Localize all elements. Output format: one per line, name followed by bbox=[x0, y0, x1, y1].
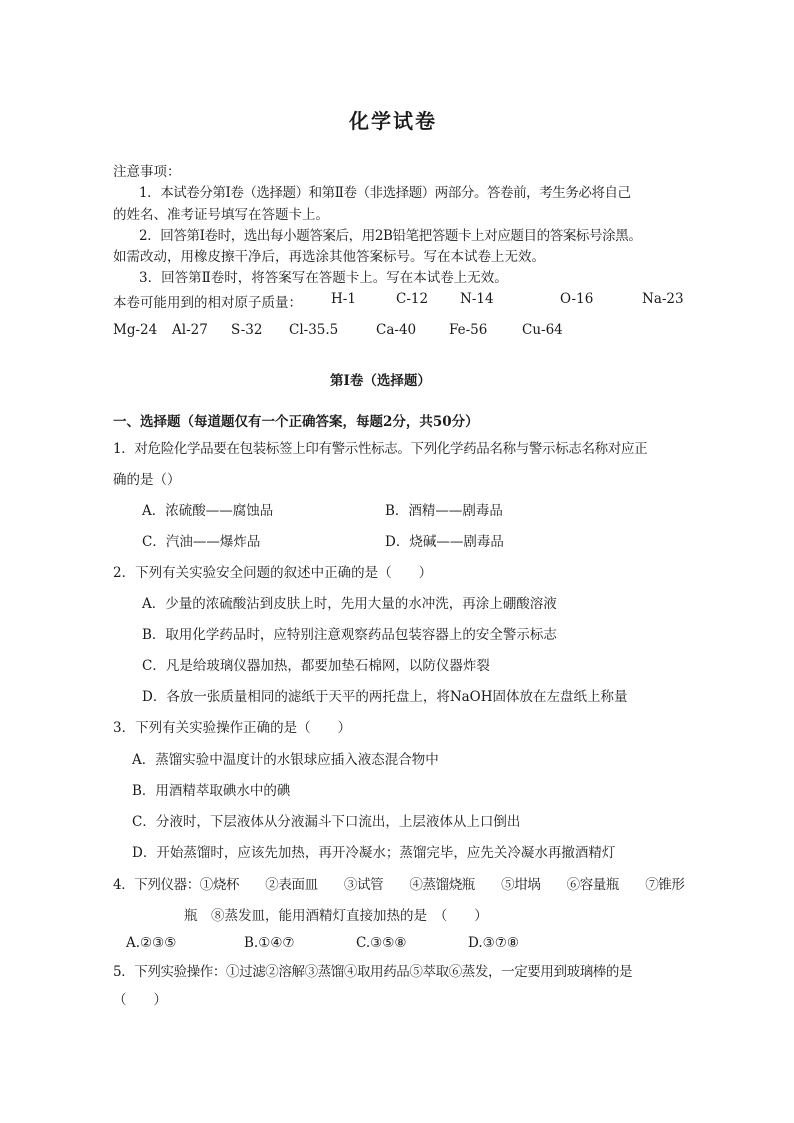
q1-option-d: D．烧碱——剧毒品 bbox=[385, 534, 504, 550]
q2-stem: 2．下列有关实验安全问题的叙述中正确的是（ ） bbox=[113, 565, 433, 581]
atomic-mass-intro: 本卷可能用到的相对原子质量： bbox=[113, 295, 302, 311]
q1-stem-line-1: 1．对危险化学品要在包装标签上印有警示性标志。下列化学药品名称与警示标志名称对应正 bbox=[113, 441, 648, 457]
q3-option-b: B．用酒精萃取碘水中的碘 bbox=[132, 783, 291, 799]
exam-title: 化学试卷 bbox=[349, 109, 437, 133]
atomic-mass-h: H-1 bbox=[331, 291, 356, 307]
atomic-mass-mg: Mg-24 bbox=[113, 322, 158, 338]
atomic-mass-n: N-14 bbox=[460, 291, 494, 307]
q3-option-d: D．开始蒸馏时，应该先加热，再开冷凝水；蒸馏完毕，应先关冷凝水再撤酒精灯 bbox=[132, 845, 616, 861]
atomic-mass-c: C-12 bbox=[396, 291, 429, 307]
q4-option-a: A.②③⑤ bbox=[126, 935, 177, 951]
q1-option-b: B．酒精——剧毒品 bbox=[385, 503, 503, 519]
q1-option-c: C．汽油——爆炸品 bbox=[142, 534, 261, 550]
q4-option-d: D.③⑦⑧ bbox=[468, 935, 519, 951]
atomic-mass-cu: Cu-64 bbox=[522, 322, 563, 338]
notice-item-3: 3．回答第Ⅱ卷时，将答案写在答题卡上。写在本试卷上无效。 bbox=[139, 270, 508, 286]
atomic-mass-al: Al-27 bbox=[172, 322, 208, 338]
q3-option-a: A．蒸馏实验中温度计的水银球应插入液态混合物中 bbox=[132, 752, 439, 768]
q2-option-a: A．少量的浓硫酸沾到皮肤上时，先用大量的水冲洗，再涂上硼酸溶液 bbox=[142, 596, 557, 612]
q5-stem-line-2: （ ） bbox=[113, 992, 167, 1008]
atomic-mass-ca: Ca-40 bbox=[376, 322, 417, 338]
q4-stem-line-2: 瓶 ⑧蒸发皿，能用酒精灯直接加热的是 （ ） bbox=[184, 908, 488, 924]
notice-item-2-line-2: 如需改动，用橡皮擦干净后，再选涂其他答案标号。写在本试卷上无效。 bbox=[113, 249, 545, 265]
q1-option-a: A．浓硫酸——腐蚀品 bbox=[142, 503, 274, 519]
notice-heading: 注意事项： bbox=[113, 164, 181, 180]
q4-option-c: C.③⑤⑧ bbox=[356, 935, 407, 951]
notice-item-1-line-2: 的姓名、准考证号填写在答题卡上。 bbox=[113, 207, 329, 223]
part-1-title: 第Ⅰ卷（选择题） bbox=[330, 373, 431, 389]
q3-stem: 3．下列有关实验操作正确的是（ ） bbox=[113, 720, 352, 736]
atomic-mass-cl: Cl-35.5 bbox=[289, 322, 339, 338]
section-1-heading: 一、选择题（每道题仅有一个正确答案，每题2分，共50分） bbox=[113, 414, 479, 430]
q2-option-c: C．凡是给玻璃仪器加热，都要加垫石棉网，以防仪器炸裂 bbox=[142, 658, 490, 674]
q2-option-d: D．各放一张质量相同的滤纸于天平的两托盘上，将NaOH固体放在左盘纸上称量 bbox=[142, 689, 628, 705]
atomic-mass-na: Na-23 bbox=[642, 291, 684, 307]
q5-stem-line-1: 5．下列实验操作：①过滤②溶解③蒸馏④取用药品⑤萃取⑥蒸发，一定要用到玻璃棒的是 bbox=[113, 964, 633, 980]
q3-option-c: C．分液时，下层液体从分液漏斗下口流出，上层液体从上口倒出 bbox=[132, 814, 521, 830]
notice-item-2-line-1: 2．回答第Ⅰ卷时，选出每小题答案后，用2B铅笔把答题卡上对应题目的答案标号涂黑。 bbox=[139, 228, 642, 244]
q2-option-b: B．取用化学药品时，应特别注意观察药品包装容器上的安全警示标志 bbox=[142, 627, 557, 643]
atomic-mass-s: S-32 bbox=[231, 322, 263, 338]
q4-stem-line-1: 4．下列仪器：①烧杯 ②表面皿 ③试管 ④蒸馏烧瓶 ⑤坩埚 ⑥容量瓶 ⑦锥形 bbox=[113, 877, 685, 893]
atomic-mass-o: O-16 bbox=[560, 291, 594, 307]
q4-option-b: B.①④⑦ bbox=[244, 935, 295, 951]
atomic-mass-fe: Fe-56 bbox=[449, 322, 488, 338]
q1-stem-line-2: 确的是（） bbox=[113, 472, 181, 488]
notice-item-1-line-1: 1．本试卷分第Ⅰ卷（选择题）和第Ⅱ卷（非选择题）两部分。答卷前，考生务必将自己 bbox=[139, 185, 631, 201]
